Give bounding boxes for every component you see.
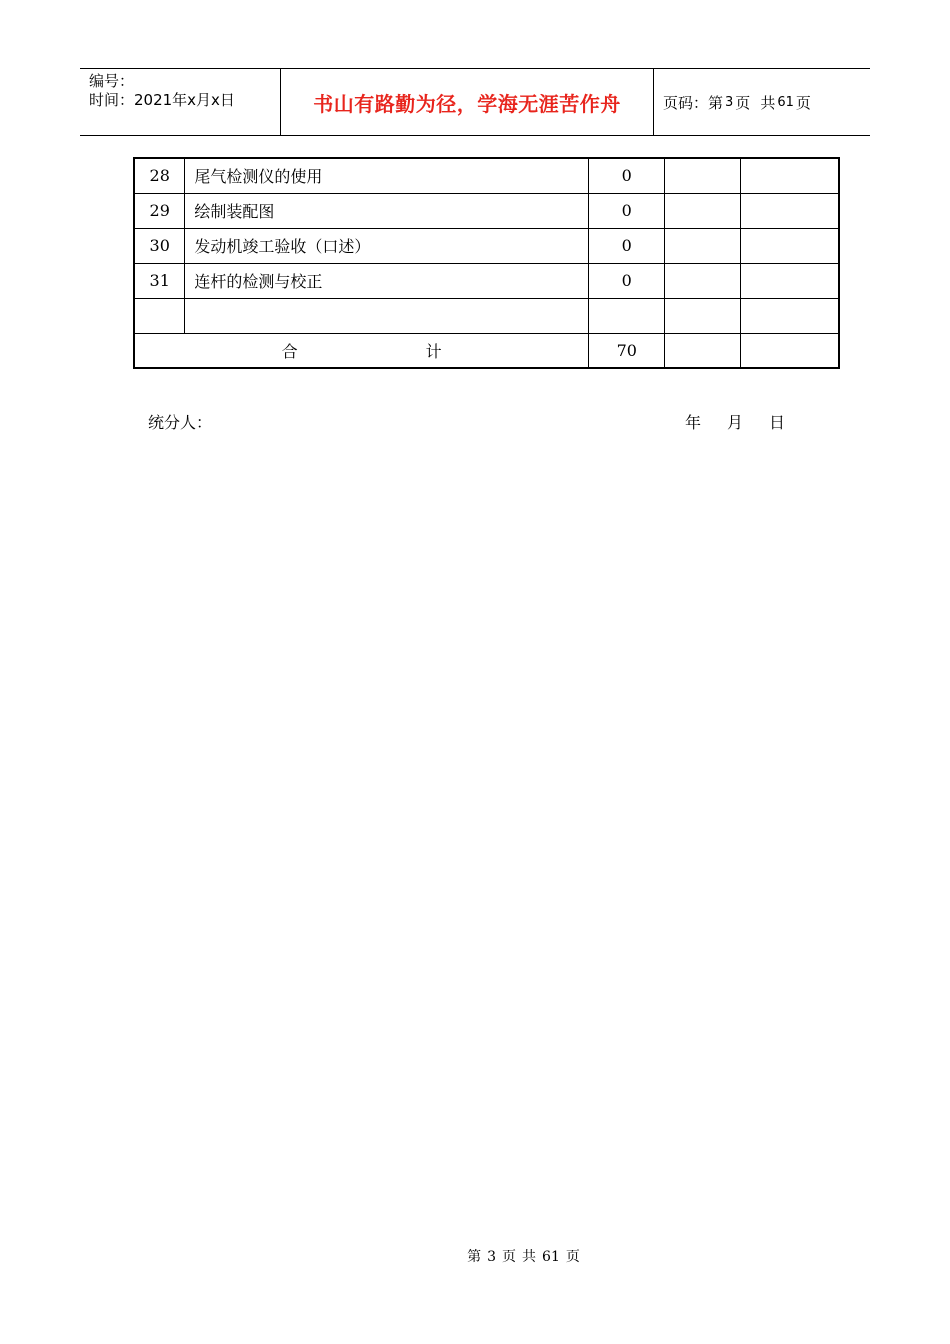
total-row xyxy=(134,333,839,368)
score-table-body xyxy=(134,158,839,368)
row-blank-cell xyxy=(665,298,741,333)
document-number-label: 编号： xyxy=(89,72,135,90)
date-line xyxy=(685,410,785,433)
row-number: 29 xyxy=(134,193,185,228)
table-row xyxy=(134,158,839,193)
row-blank-cell xyxy=(665,158,741,193)
document-time: 时间：2021年x月x日 xyxy=(89,91,235,109)
footer-page-current: 3 xyxy=(487,1249,497,1265)
row-blank-cell xyxy=(740,298,839,333)
row-item: 绘制装配图 xyxy=(185,193,589,228)
footer-page-total: 61 xyxy=(542,1249,560,1265)
total-label-1: 合 xyxy=(281,341,298,361)
footer-page-suffix: 页 xyxy=(565,1249,580,1265)
row-number xyxy=(134,298,185,333)
total-label-2: 计 xyxy=(425,341,442,361)
footer-page-prefix: 第 xyxy=(467,1249,482,1265)
page-header xyxy=(80,68,870,136)
row-number: 28 xyxy=(134,158,185,193)
page-total: 61 xyxy=(777,94,794,110)
page-mid: 页 xyxy=(735,93,751,112)
table-row xyxy=(134,228,839,263)
score-table xyxy=(133,157,840,369)
row-item xyxy=(185,298,589,333)
row-blank-cell xyxy=(665,193,741,228)
row-item: 连杆的检测与校正 xyxy=(185,263,589,298)
row-item: 发动机竣工验收（口述） xyxy=(185,228,589,263)
row-item: 尾气检测仪的使用 xyxy=(185,158,589,193)
row-blank-cell xyxy=(740,263,839,298)
total-label xyxy=(134,333,589,368)
row-number: 30 xyxy=(134,228,185,263)
date-day-label: 日 xyxy=(769,413,786,432)
row-blank-cell xyxy=(665,228,741,263)
page-footer xyxy=(0,1246,950,1266)
row-blank-cell xyxy=(740,193,839,228)
row-score: 0 xyxy=(589,193,665,228)
date-year-label: 年 xyxy=(685,413,702,432)
total-blank-cell xyxy=(740,333,839,368)
page-prefix: 页码：第 xyxy=(663,93,724,112)
page-total-prefix: 共 xyxy=(760,93,776,112)
row-blank-cell xyxy=(740,158,839,193)
total-score: 70 xyxy=(589,333,665,368)
header-meta xyxy=(80,69,281,135)
total-blank-cell xyxy=(665,333,741,368)
page-current: 3 xyxy=(725,94,734,110)
row-score: 0 xyxy=(589,263,665,298)
header-motto: 书山有路勤为径，学海无涯苦作舟 xyxy=(281,69,654,135)
footer-page-mid: 页 xyxy=(502,1249,517,1265)
row-score: 0 xyxy=(589,158,665,193)
table-row xyxy=(134,298,839,333)
footer-total-prefix: 共 xyxy=(522,1249,537,1265)
header-page-info xyxy=(654,69,870,135)
table-row xyxy=(134,263,839,298)
page-suffix: 页 xyxy=(795,93,811,112)
date-month-label: 月 xyxy=(727,413,744,432)
row-blank-cell xyxy=(665,263,741,298)
row-score xyxy=(589,298,665,333)
row-blank-cell xyxy=(740,228,839,263)
row-number: 31 xyxy=(134,263,185,298)
table-row xyxy=(134,193,839,228)
scorer-label: 统分人： xyxy=(148,413,213,432)
row-score: 0 xyxy=(589,228,665,263)
